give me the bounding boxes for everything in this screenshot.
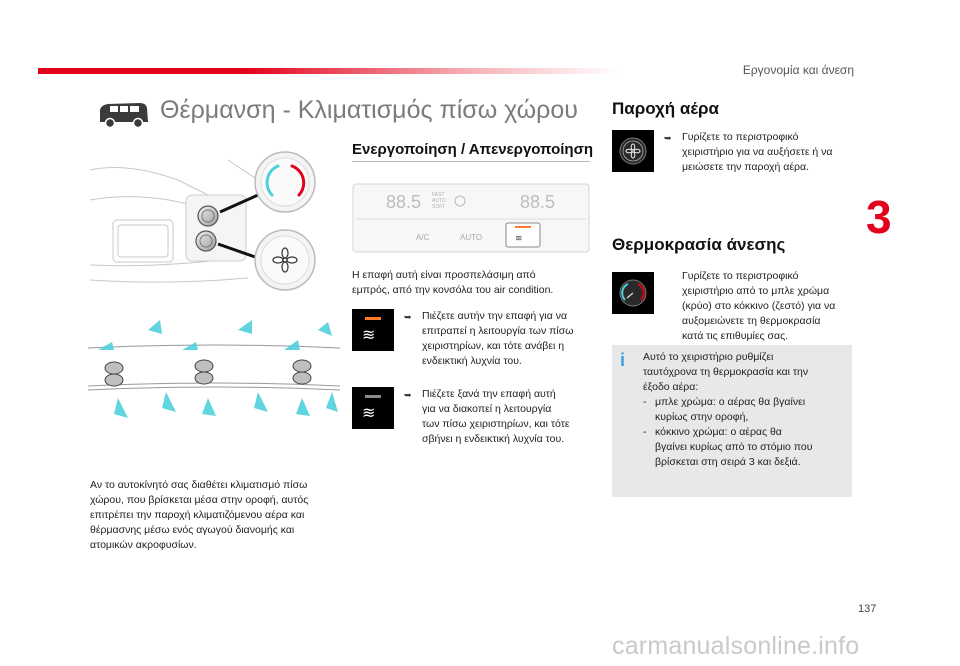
section-heading-airflow: Παροχή αέρα — [612, 99, 719, 118]
page-number: 137 — [858, 603, 877, 615]
header-accent-bar — [38, 68, 618, 74]
temperature-text — [682, 269, 857, 344]
rear-control-panel-image — [88, 140, 340, 300]
step-off-text — [422, 387, 597, 447]
display-right: 88.5 — [520, 192, 556, 212]
temperature-line: Γυρίζετε το περιστροφικό — [682, 270, 799, 282]
rear-ac-button-icon: ≋ — [362, 403, 376, 422]
airflow-text — [682, 130, 857, 175]
left-caption — [90, 478, 340, 553]
step-line: των πίσω χειριστηρίων, και τότε — [422, 418, 570, 430]
caption-line: θέρμασνης μέσω ενός αγωγού διανομής και — [90, 524, 295, 536]
temperature-line: κατά τις επιθυμίες σας. — [682, 330, 789, 342]
step-line: ενδεικτική λυχνία του. — [422, 355, 522, 367]
ceiling-vents-image — [88, 320, 340, 420]
info-item-line: βρίσκεται στη σειρά 3 και δεξιά. — [655, 456, 801, 468]
section-heading-activation: Ενεργοποίηση / Απενεργοποίηση — [352, 141, 594, 158]
temperature-line: (κρύο) στο κόκκινο (ζεστό) για να — [682, 300, 836, 312]
activation-intro — [352, 268, 592, 298]
info-icon: i — [620, 350, 626, 370]
heading-divider — [352, 161, 590, 162]
indicator-led-on — [365, 317, 381, 320]
info-line: Αυτό το χειριστήριο ρυθμίζει — [643, 351, 774, 363]
rear-ac-button-off-image — [352, 387, 394, 429]
auto-button[interactable]: AUTO — [460, 233, 483, 242]
mode-auto: AUTO — [432, 198, 446, 204]
airflow-line: χειριστήριο για να αυξήσετε ή να — [682, 146, 833, 158]
watermark: carmanualsonline.info — [612, 632, 860, 660]
dash-bullet: - — [643, 396, 647, 408]
info-item-line: βγαίνει κυρίως από το στόμιο που — [655, 441, 813, 453]
arrow-bullet-icon: ➥ — [664, 133, 672, 143]
intro-line: εμπρός, από την κονσόλα του air condition. — [352, 284, 554, 296]
ac-button[interactable]: A/C — [416, 233, 430, 242]
step-on-text — [422, 309, 597, 369]
dash-bullet: - — [648, 269, 652, 281]
info-text — [643, 350, 848, 470]
step-line: για να διακοπεί η λειτουργία — [422, 403, 552, 415]
temperature-line: αυξομειώνετε τη θερμοκρασία — [682, 315, 821, 327]
info-line: έξοδο αέρα: — [643, 381, 699, 393]
fan-icon — [612, 130, 654, 172]
info-item-line: κόκκινο χρώμα: ο αέρας θα — [655, 426, 782, 438]
info-item-blue — [643, 395, 848, 425]
page-title: Θέρμανση - Κλιματισμός πίσω χώρου — [160, 96, 578, 124]
running-header: Εργονομία και άνεση — [742, 63, 854, 77]
step-line: Πιέζετε αυτήν την επαφή για να — [422, 310, 568, 322]
step-line: επιτραπεί η λειτουργία των πίσω — [422, 325, 574, 337]
indicator-led-off — [365, 395, 381, 398]
front-ac-console-image — [352, 183, 590, 253]
dash-bullet: - — [643, 426, 647, 438]
airflow-line: Γυρίζετε το περιστροφικό — [682, 131, 799, 143]
caption-line: Αν το αυτοκίνητό σας διαθέτει κλιματισμό πίσω — [90, 479, 308, 491]
intro-line: Η επαφή αυτή είναι προσπελάσιμη από — [352, 269, 536, 281]
rear-ac-button-icon: ≋ — [362, 325, 376, 344]
step-line: Πιέζετε ξανά την επαφή αυτή — [422, 388, 556, 400]
caption-line: χώρου, που βρίσκεται μέσα στην οροφή, αυτός — [90, 494, 309, 506]
airflow-line: μειώσετε την παροχή αέρα. — [682, 161, 809, 173]
temperature-line: χειριστήριο από το μπλε χρώμα — [682, 285, 830, 297]
mode-fast: FAST — [432, 192, 445, 198]
chapter-number: 3 — [866, 191, 892, 243]
fan-dial-image — [612, 130, 654, 172]
section-heading-temperature: Θερμοκρασία άνεσης — [612, 235, 786, 254]
rear-ac-button-icon: ≋ — [515, 234, 523, 244]
rear-ac-button-on-image — [352, 309, 394, 351]
info-item-line: μπλε χρώμα: ο αέρας θα βγαίνει — [655, 396, 806, 408]
info-line: ταυτόχρονα τη θερμοκρασία και την — [643, 366, 809, 378]
arrow-bullet-icon: ➥ — [404, 390, 412, 400]
caption-line: ατομικών ακροφυσίων. — [90, 539, 197, 551]
mode-soft: SOFT — [432, 204, 446, 210]
van-icon — [96, 100, 150, 130]
info-item-red — [643, 425, 848, 470]
caption-line: επιτρέπει την παροχή κλιματιζόμενου αέρα και — [90, 509, 305, 521]
info-item-line: κυρίως στην οροφή, — [655, 411, 749, 423]
step-line: σβήνει η ενδεικτική λυχνία του. — [422, 433, 565, 445]
arrow-bullet-icon: ➥ — [404, 312, 412, 322]
step-line: χειριστηρίων, και τότε ανάβει η — [422, 340, 565, 352]
display-left: 88.5 — [386, 192, 422, 212]
